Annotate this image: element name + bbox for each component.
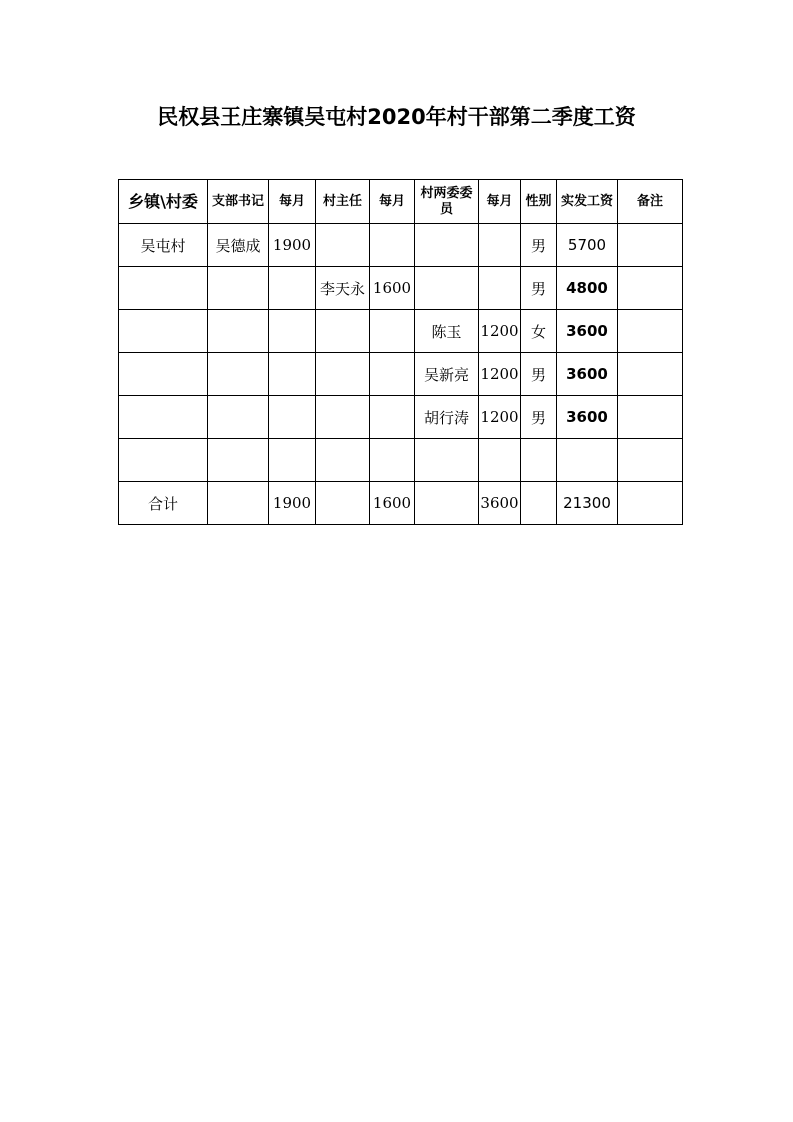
table-cell: 1900 bbox=[269, 482, 316, 525]
table-cell bbox=[521, 439, 557, 482]
table-cell: 男 bbox=[521, 353, 557, 396]
table-row bbox=[119, 224, 683, 267]
table-cell bbox=[618, 353, 683, 396]
header-cell: 村两委委员 bbox=[415, 180, 479, 224]
table-cell bbox=[370, 353, 415, 396]
table-cell bbox=[208, 310, 269, 353]
table-cell bbox=[370, 439, 415, 482]
header-cell: 支部书记 bbox=[208, 180, 269, 224]
table-cell bbox=[316, 224, 370, 267]
header-cell: 村主任 bbox=[316, 180, 370, 224]
table-cell bbox=[521, 482, 557, 525]
table-cell: 3600 bbox=[557, 396, 618, 439]
header-cell: 实发工资 bbox=[557, 180, 618, 224]
table-row bbox=[119, 267, 683, 310]
table-cell bbox=[208, 396, 269, 439]
table-cell bbox=[479, 267, 521, 310]
table-cell: 3600 bbox=[557, 353, 618, 396]
table-cell bbox=[269, 396, 316, 439]
table-cell bbox=[119, 439, 208, 482]
table-cell: 1600 bbox=[370, 482, 415, 525]
table-cell bbox=[370, 224, 415, 267]
table-cell bbox=[618, 396, 683, 439]
table-cell: 4800 bbox=[557, 267, 618, 310]
table-cell: 女 bbox=[521, 310, 557, 353]
table-cell: 1200 bbox=[479, 353, 521, 396]
table-cell: 男 bbox=[521, 267, 557, 310]
table-cell bbox=[618, 439, 683, 482]
table-cell bbox=[208, 267, 269, 310]
table-cell bbox=[316, 482, 370, 525]
table-cell bbox=[415, 482, 479, 525]
table-cell: 吴新亮 bbox=[415, 353, 479, 396]
table-cell: 吴屯村 bbox=[119, 224, 208, 267]
table-cell: 3600 bbox=[479, 482, 521, 525]
table-row bbox=[119, 396, 683, 439]
header-row bbox=[119, 180, 683, 224]
table-cell: 男 bbox=[521, 396, 557, 439]
table-cell: 李天永 bbox=[316, 267, 370, 310]
table-cell bbox=[269, 267, 316, 310]
table-cell bbox=[618, 224, 683, 267]
table-cell bbox=[269, 353, 316, 396]
header-cell: 性别 bbox=[521, 180, 557, 224]
table-cell: 1200 bbox=[479, 310, 521, 353]
table-cell bbox=[415, 267, 479, 310]
table-cell bbox=[479, 224, 521, 267]
table-cell: 1900 bbox=[269, 224, 316, 267]
header-cell: 每月 bbox=[269, 180, 316, 224]
table-cell bbox=[208, 353, 269, 396]
table-cell bbox=[119, 267, 208, 310]
table-cell bbox=[618, 310, 683, 353]
table-cell bbox=[119, 353, 208, 396]
table-cell bbox=[208, 482, 269, 525]
table-cell bbox=[208, 439, 269, 482]
total-row bbox=[119, 482, 683, 525]
table-cell: 3600 bbox=[557, 310, 618, 353]
table-cell bbox=[316, 396, 370, 439]
header-cell: 乡镇\村委 bbox=[119, 180, 208, 224]
table-row bbox=[119, 439, 683, 482]
header-cell: 备注 bbox=[618, 180, 683, 224]
table-row bbox=[119, 310, 683, 353]
table-cell: 5700 bbox=[557, 224, 618, 267]
table-cell bbox=[119, 310, 208, 353]
table-row bbox=[119, 353, 683, 396]
table-cell bbox=[370, 396, 415, 439]
header-cell: 每月 bbox=[370, 180, 415, 224]
table-cell bbox=[269, 439, 316, 482]
total-amount: 21300 bbox=[557, 482, 618, 525]
table-cell bbox=[618, 482, 683, 525]
header-cell: 每月 bbox=[479, 180, 521, 224]
table-cell bbox=[415, 224, 479, 267]
table-cell bbox=[316, 353, 370, 396]
table-cell: 吴德成 bbox=[208, 224, 269, 267]
table-cell bbox=[370, 310, 415, 353]
total-label: 合计 bbox=[119, 482, 208, 525]
table-cell bbox=[557, 439, 618, 482]
table-cell: 男 bbox=[521, 224, 557, 267]
table-cell bbox=[618, 267, 683, 310]
table-cell bbox=[415, 439, 479, 482]
table-cell bbox=[269, 310, 316, 353]
table-cell: 1600 bbox=[370, 267, 415, 310]
table-cell: 陈玉 bbox=[415, 310, 479, 353]
page-title: 民权县王庄寨镇吴屯村2020年村干部第二季度工资 bbox=[157, 105, 636, 129]
table-cell bbox=[479, 439, 521, 482]
table-cell bbox=[316, 310, 370, 353]
table-cell: 1200 bbox=[479, 396, 521, 439]
table-cell bbox=[316, 439, 370, 482]
table-cell bbox=[119, 396, 208, 439]
table-cell: 胡行涛 bbox=[415, 396, 479, 439]
salary-table bbox=[118, 179, 683, 525]
